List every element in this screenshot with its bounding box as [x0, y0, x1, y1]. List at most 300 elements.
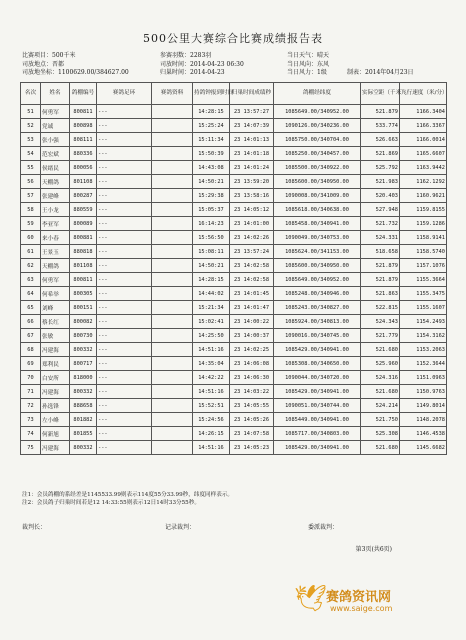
cell-loft-id: 880336 — [70, 147, 97, 161]
cell-name: 白安所 — [41, 371, 70, 385]
cell-ring: --- — [97, 357, 152, 371]
cell-ring: --- — [97, 161, 152, 175]
cell-pigeon-info — [152, 119, 193, 133]
cell-loft-coordinates: 1085924.00/340813.00 — [274, 315, 361, 329]
cell-ring: --- — [97, 287, 152, 301]
cell-name: 张建峰 — [41, 189, 70, 203]
cell-loft-coordinates: 1085618.00/340638.00 — [274, 203, 361, 217]
cell-ring: --- — [97, 175, 152, 189]
cell-rank: 75 — [21, 441, 41, 455]
table-row — [21, 329, 447, 343]
cell-ring: --- — [97, 231, 152, 245]
cell-distance: 521.869 — [361, 147, 400, 161]
cell-rank: 62 — [21, 259, 41, 273]
cell-speed: 1158.9141 — [400, 231, 447, 245]
table-row — [21, 399, 447, 413]
cell-ring: --- — [97, 427, 152, 441]
cell-loft-id: 800730 — [70, 329, 97, 343]
release-coordinates: 司放地坐标：1100629.00/384627.00 — [22, 69, 129, 76]
cell-arrival-time: 23 14:01:00 — [230, 217, 274, 231]
cell-pigeon-info — [152, 371, 193, 385]
col-rank: 名次 — [21, 83, 41, 105]
cell-name: 侯绪民 — [41, 161, 70, 175]
cell-rank: 64 — [21, 287, 41, 301]
cell-arrival-time: 23 14:06:30 — [230, 371, 274, 385]
cell-clock-time: 15:25:24 — [193, 119, 230, 133]
cell-name: 张敏 — [41, 329, 70, 343]
cell-clock-time: 15:29:38 — [193, 189, 230, 203]
cell-loft-coordinates: 1085429.00/340941.00 — [274, 441, 361, 455]
cell-loft-id: 800151 — [70, 301, 97, 315]
cell-loft-coordinates: 1085750.00/340704.00 — [274, 133, 361, 147]
table-row — [21, 385, 447, 399]
cell-clock-time: 15:02:41 — [193, 315, 230, 329]
cell-clock-time: 14:51:16 — [193, 385, 230, 399]
cell-clock-time: 14:26:15 — [193, 427, 230, 441]
cell-distance: 521.750 — [361, 413, 400, 427]
cell-name: 王小龙 — [41, 203, 70, 217]
cell-pigeon-info — [152, 315, 193, 329]
cell-pigeon-info — [152, 357, 193, 371]
cell-rank: 68 — [21, 343, 41, 357]
cell-ring: --- — [97, 259, 152, 273]
cell-name: 何勇军 — [41, 105, 70, 119]
col-speed: 飞行速度（米/分） — [400, 83, 447, 105]
cell-clock-time: 14:28:15 — [193, 273, 230, 287]
cell-loft-id: 880559 — [70, 203, 97, 217]
race-info — [22, 52, 452, 78]
cell-speed: 1159.8155 — [400, 203, 447, 217]
cell-ring: --- — [97, 273, 152, 287]
cell-arrival-time: 23 14:06:08 — [230, 357, 274, 371]
cell-arrival-time: 23 14:02:25 — [230, 343, 274, 357]
cell-rank: 53 — [21, 133, 41, 147]
cell-name: 李亚军 — [41, 217, 70, 231]
release-location: 司放地点：晋都 — [22, 60, 65, 68]
cell-loft-coordinates: 1085248.00/340946.00 — [274, 287, 361, 301]
watermark-url: www.saige.com — [330, 604, 393, 613]
cell-speed: 1165.6607 — [400, 147, 447, 161]
report-date: 制表：2014年04月23日 — [347, 69, 414, 76]
cell-rank: 74 — [21, 427, 41, 441]
cell-speed: 1158.5740 — [400, 245, 447, 259]
cell-distance: 521.779 — [361, 329, 400, 343]
cell-loft-id: 801108 — [70, 259, 97, 273]
cell-name: 冯建海 — [41, 441, 70, 455]
cell-rank: 60 — [21, 231, 41, 245]
footnote: 注2：会员鸽子归巢时间若是12 14:33:55则表示12日14时33分55秒。 — [22, 500, 200, 506]
cell-rank: 61 — [21, 245, 41, 259]
weather: 当日天气：晴天 — [287, 52, 330, 59]
cell-rank: 63 — [21, 273, 41, 287]
cell-distance: 533.774 — [361, 119, 400, 133]
cell-arrival-time: 23 14:00:37 — [230, 329, 274, 343]
entry-count: 参赛羽数：2283羽 — [160, 52, 212, 59]
cell-distance: 524.214 — [361, 399, 400, 413]
cell-speed: 1150.9763 — [400, 385, 447, 399]
cell-pigeon-info — [152, 441, 193, 455]
results-table — [20, 82, 447, 455]
cell-loft-coordinates: 1090051.00/340744.00 — [274, 399, 361, 413]
col-pigeon-info: 赛鸽资料 — [152, 83, 193, 105]
results-body — [21, 105, 447, 455]
cell-loft-coordinates: 1085600.00/340950.00 — [274, 259, 361, 273]
cell-loft-coordinates: 1090049.00/340753.00 — [274, 231, 361, 245]
col-ring: 赛鸽足环 — [97, 83, 152, 105]
cell-distance: 525.792 — [361, 161, 400, 175]
table-row — [21, 413, 447, 427]
cell-distance: 521.680 — [361, 441, 400, 455]
cell-pigeon-info — [152, 217, 193, 231]
cell-distance: 524.331 — [361, 231, 400, 245]
cell-name: 范宏斌 — [41, 147, 70, 161]
table-row — [21, 203, 447, 217]
cell-arrival-time: 23 14:05:26 — [230, 413, 274, 427]
cell-pigeon-info — [152, 161, 193, 175]
cell-clock-time: 14:50:21 — [193, 175, 230, 189]
cell-distance: 521.879 — [361, 273, 400, 287]
table-row — [21, 231, 447, 245]
cell-clock-time: 15:11:34 — [193, 133, 230, 147]
cell-pigeon-info — [152, 147, 193, 161]
cell-distance: 521.879 — [361, 105, 400, 119]
cell-pigeon-info — [152, 427, 193, 441]
cell-clock-time: 15:21:34 — [193, 301, 230, 315]
table-row — [21, 315, 447, 329]
cell-clock-time: 14:28:15 — [193, 105, 230, 119]
cell-loft-coordinates: 1085717.00/340803.00 — [274, 427, 361, 441]
cell-name: 天棚鸽 — [41, 259, 70, 273]
cell-loft-id: 800717 — [70, 357, 97, 371]
table-row — [21, 301, 447, 315]
cell-loft-id: 801855 — [70, 427, 97, 441]
cell-clock-time: 14:44:02 — [193, 287, 230, 301]
cell-name: 孙选锋 — [41, 399, 70, 413]
cell-loft-id: 800811 — [70, 273, 97, 287]
cell-ring: --- — [97, 105, 152, 119]
cell-clock-time: 14:51:16 — [193, 441, 230, 455]
cell-pigeon-info — [152, 189, 193, 203]
cell-loft-coordinates: 1085429.00/340941.00 — [274, 343, 361, 357]
signature-line — [22, 522, 452, 531]
cell-pigeon-info — [152, 385, 193, 399]
cell-arrival-time: 23 14:07:39 — [230, 119, 274, 133]
report-title: 500公里大赛综合比赛成绩报告表 — [143, 32, 323, 45]
cell-distance: 524.316 — [361, 371, 400, 385]
cell-pigeon-info — [152, 203, 193, 217]
cell-pigeon-info — [152, 231, 193, 245]
cell-distance: 521.983 — [361, 175, 400, 189]
cell-pigeon-info — [152, 245, 193, 259]
cell-pigeon-info — [152, 105, 193, 119]
cell-ring: --- — [97, 245, 152, 259]
cell-speed: 1146.4538 — [400, 427, 447, 441]
cell-loft-id: 800287 — [70, 189, 97, 203]
cell-name: 冯建海 — [41, 343, 70, 357]
cell-ring: --- — [97, 371, 152, 385]
cell-clock-time: 14:42:22 — [193, 371, 230, 385]
cell-loft-id: 800305 — [70, 287, 97, 301]
cell-distance: 524.343 — [361, 315, 400, 329]
cell-rank: 57 — [21, 189, 41, 203]
cell-name: 张小强 — [41, 133, 70, 147]
cell-loft-coordinates: 1085429.00/340941.00 — [274, 385, 361, 399]
cell-clock-time: 15:05:37 — [193, 203, 230, 217]
cell-ring: --- — [97, 301, 152, 315]
footnote: 注1：会员鸽棚的系经差是1145533.99则表示114度55分33.99秒，纬度同样表示。 — [22, 492, 234, 498]
cell-name: 何勇军 — [41, 273, 70, 287]
cell-pigeon-info — [152, 175, 193, 189]
cell-clock-time: 15:52:51 — [193, 399, 230, 413]
cell-rank: 71 — [21, 385, 41, 399]
cell-arrival-time: 23 13:57:24 — [230, 245, 274, 259]
cell-pigeon-info — [152, 343, 193, 357]
cell-speed: 1166.3367 — [400, 119, 447, 133]
cell-rank: 65 — [21, 301, 41, 315]
cell-rank: 69 — [21, 357, 41, 371]
return-date: 归巢时间：2014-04-23 — [160, 69, 225, 76]
cell-loft-id: 800082 — [70, 315, 97, 329]
cell-distance: 521.732 — [361, 217, 400, 231]
cell-name: 天棚鸽 — [41, 175, 70, 189]
cell-arrival-time: 23 13:59:20 — [230, 175, 274, 189]
cell-loft-id: 800898 — [70, 119, 97, 133]
cell-speed: 1166.0014 — [400, 133, 447, 147]
cell-speed: 1154.2493 — [400, 315, 447, 329]
cell-distance: 521.680 — [361, 385, 400, 399]
cell-loft-coordinates: 1090044.00/340720.00 — [274, 371, 361, 385]
cell-pigeon-info — [152, 399, 193, 413]
cell-arrival-time: 23 14:00:22 — [230, 315, 274, 329]
cell-distance: 521.879 — [361, 259, 400, 273]
cell-clock-time: 15:50:39 — [193, 147, 230, 161]
cell-speed: 1149.8014 — [400, 399, 447, 413]
cell-ring: --- — [97, 217, 152, 231]
cell-ring: --- — [97, 315, 152, 329]
cell-arrival-time: 23 14:02:26 — [230, 231, 274, 245]
cell-speed: 1148.2078 — [400, 413, 447, 427]
cell-ring: --- — [97, 133, 152, 147]
table-row — [21, 147, 447, 161]
cell-rank: 67 — [21, 329, 41, 343]
cell-speed: 1157.1076 — [400, 259, 447, 273]
cell-distance: 518.658 — [361, 245, 400, 259]
cell-clock-time: 14:25:50 — [193, 329, 230, 343]
col-loft-coordinates: 鸽棚经纬度 — [274, 83, 361, 105]
cell-name: 刘峰 — [41, 301, 70, 315]
cell-arrival-time: 23 13:57:27 — [230, 105, 274, 119]
table-row — [21, 259, 447, 273]
col-clock-time: 持鸽钟报到时间 — [193, 83, 230, 105]
watermark-text: 赛鸽资讯网 — [326, 590, 392, 605]
cell-arrival-time: 23 14:01:24 — [230, 161, 274, 175]
table-row — [21, 217, 447, 231]
cell-pigeon-info — [152, 259, 193, 273]
cell-arrival-time: 23 14:01:13 — [230, 133, 274, 147]
cell-loft-coordinates: 1085308.00/340650.00 — [274, 357, 361, 371]
cell-loft-id: 800332 — [70, 343, 97, 357]
table-row — [21, 343, 447, 357]
cell-rank: 72 — [21, 399, 41, 413]
cell-rank: 58 — [21, 203, 41, 217]
wind-direction: 当日风向：东风 — [287, 60, 330, 68]
cell-speed: 1145.6682 — [400, 441, 447, 455]
cell-loft-id: 800332 — [70, 441, 97, 455]
cell-loft-coordinates: 1085500.00/340922.00 — [274, 161, 361, 175]
cell-loft-id: 800811 — [70, 105, 97, 119]
cell-speed: 1152.3644 — [400, 357, 447, 371]
cell-rank: 59 — [21, 217, 41, 231]
cell-loft-id: 800332 — [70, 385, 97, 399]
cell-ring: --- — [97, 189, 152, 203]
cell-pigeon-info — [152, 413, 193, 427]
cell-loft-id: 800089 — [70, 217, 97, 231]
dove-icon: 🕊 — [294, 584, 328, 614]
appointed-judge-label: 委派裁判： — [308, 524, 339, 531]
cell-rank: 73 — [21, 413, 41, 427]
cell-clock-time: 15:24:56 — [193, 413, 230, 427]
cell-pigeon-info — [152, 273, 193, 287]
cell-ring: --- — [97, 385, 152, 399]
table-row — [21, 189, 447, 203]
cell-speed: 1162.1292 — [400, 175, 447, 189]
cell-name: 蔡长红 — [41, 315, 70, 329]
table-header — [21, 83, 447, 105]
cell-clock-time: 14:35:04 — [193, 357, 230, 371]
cell-distance: 525.308 — [361, 427, 400, 441]
cell-pigeon-info — [152, 329, 193, 343]
cell-ring: --- — [97, 399, 152, 413]
cell-arrival-time: 23 14:05:55 — [230, 399, 274, 413]
cell-loft-id: 800881 — [70, 231, 97, 245]
cell-loft-id: 888658 — [70, 399, 97, 413]
cell-name: 王景玉 — [41, 245, 70, 259]
table-row — [21, 427, 447, 441]
cell-arrival-time: 23 14:02:58 — [230, 259, 274, 273]
cell-rank: 52 — [21, 119, 41, 133]
cell-distance: 521.863 — [361, 287, 400, 301]
cell-speed: 1160.9621 — [400, 189, 447, 203]
cell-name: 何新旭 — [41, 427, 70, 441]
cell-ring: --- — [97, 147, 152, 161]
cell-ring: --- — [97, 441, 152, 455]
cell-loft-coordinates: 1085624.00/341153.00 — [274, 245, 361, 259]
cell-arrival-time: 23 14:01:45 — [230, 287, 274, 301]
col-name: 姓名 — [41, 83, 70, 105]
cell-speed: 1153.2063 — [400, 343, 447, 357]
cell-distance: 520.403 — [361, 189, 400, 203]
cell-loft-coordinates: 1085600.00/340950.00 — [274, 175, 361, 189]
cell-ring: --- — [97, 329, 152, 343]
cell-loft-coordinates: 1085649.00/340952.00 — [274, 105, 361, 119]
cell-clock-time: 15:08:11 — [193, 245, 230, 259]
cell-loft-id: 801882 — [70, 413, 97, 427]
cell-rank: 54 — [21, 147, 41, 161]
cell-clock-time: 14:50:21 — [193, 259, 230, 273]
cell-speed: 1159.1286 — [400, 217, 447, 231]
cell-pigeon-info — [152, 301, 193, 315]
cell-speed: 1163.9442 — [400, 161, 447, 175]
cell-speed: 1155.3475 — [400, 287, 447, 301]
cell-loft-coordinates: 1085449.00/340941.00 — [274, 413, 361, 427]
race-item: 比赛项目：500千米 — [22, 52, 76, 59]
cell-arrival-time: 23 14:03:22 — [230, 385, 274, 399]
table-row — [21, 371, 447, 385]
page-number: 第3页(共6页) — [355, 546, 392, 553]
cell-loft-coordinates: 1090008.00/341009.00 — [274, 189, 361, 203]
cell-loft-id: 818000 — [70, 371, 97, 385]
cell-loft-id: 808111 — [70, 133, 97, 147]
chief-judge-label: 裁判长： — [22, 524, 47, 531]
table-row — [21, 119, 447, 133]
site-watermark — [294, 582, 444, 618]
cell-arrival-time: 23 14:05:12 — [230, 203, 274, 217]
cell-name: 冯建海 — [41, 385, 70, 399]
cell-rank: 70 — [21, 371, 41, 385]
cell-ring: --- — [97, 119, 152, 133]
cell-distance: 522.815 — [361, 301, 400, 315]
cell-speed: 1155.3664 — [400, 273, 447, 287]
cell-clock-time: 16:14:23 — [193, 217, 230, 231]
cell-clock-time: 15:56:50 — [193, 231, 230, 245]
cell-arrival-time: 23 14:01:18 — [230, 147, 274, 161]
cell-pigeon-info — [152, 287, 193, 301]
col-distance: 实际空距（千米） — [361, 83, 400, 105]
table-row — [21, 105, 447, 119]
cell-distance: 526.663 — [361, 133, 400, 147]
cell-loft-id: 801108 — [70, 175, 97, 189]
cell-ring: --- — [97, 203, 152, 217]
cell-loft-coordinates: 1085458.00/340941.00 — [274, 217, 361, 231]
cell-ring: --- — [97, 343, 152, 357]
cell-arrival-time: 23 14:07:58 — [230, 427, 274, 441]
table-row — [21, 273, 447, 287]
table-row — [21, 175, 447, 189]
cell-rank: 55 — [21, 161, 41, 175]
table-row — [21, 357, 447, 371]
cell-distance: 521.680 — [361, 343, 400, 357]
cell-name: 何希举 — [41, 287, 70, 301]
cell-clock-time: 14:51:16 — [193, 343, 230, 357]
cell-clock-time: 14:43:08 — [193, 161, 230, 175]
cell-loft-id: 800056 — [70, 161, 97, 175]
cell-loft-coordinates: 1090126.00/340236.00 — [274, 119, 361, 133]
col-loft-id: 鸽棚编号 — [70, 83, 97, 105]
cell-name: 郑利民 — [41, 357, 70, 371]
cell-loft-coordinates: 1085250.00/340457.00 — [274, 147, 361, 161]
table-row — [21, 133, 447, 147]
footnotes — [22, 491, 233, 507]
cell-arrival-time: 23 14:05:23 — [230, 441, 274, 455]
table-row — [21, 245, 447, 259]
cell-rank: 51 — [21, 105, 41, 119]
cell-arrival-time: 23 14:01:47 — [230, 301, 274, 315]
cell-pigeon-info — [152, 133, 193, 147]
table-row — [21, 441, 447, 455]
table-row — [21, 161, 447, 175]
cell-distance: 527.948 — [361, 203, 400, 217]
cell-rank: 66 — [21, 315, 41, 329]
cell-loft-coordinates: 1085649.00/340952.00 — [274, 273, 361, 287]
cell-loft-id: 880818 — [70, 245, 97, 259]
col-arrival-time: 归巢时间成绩秒 — [230, 83, 274, 105]
cell-arrival-time: 23 14:02:58 — [230, 273, 274, 287]
cell-rank: 56 — [21, 175, 41, 189]
cell-name: 党诚 — [41, 119, 70, 133]
cell-speed: 1166.3404 — [400, 105, 447, 119]
cell-ring: --- — [97, 413, 152, 427]
cell-name: 左小峰 — [41, 413, 70, 427]
